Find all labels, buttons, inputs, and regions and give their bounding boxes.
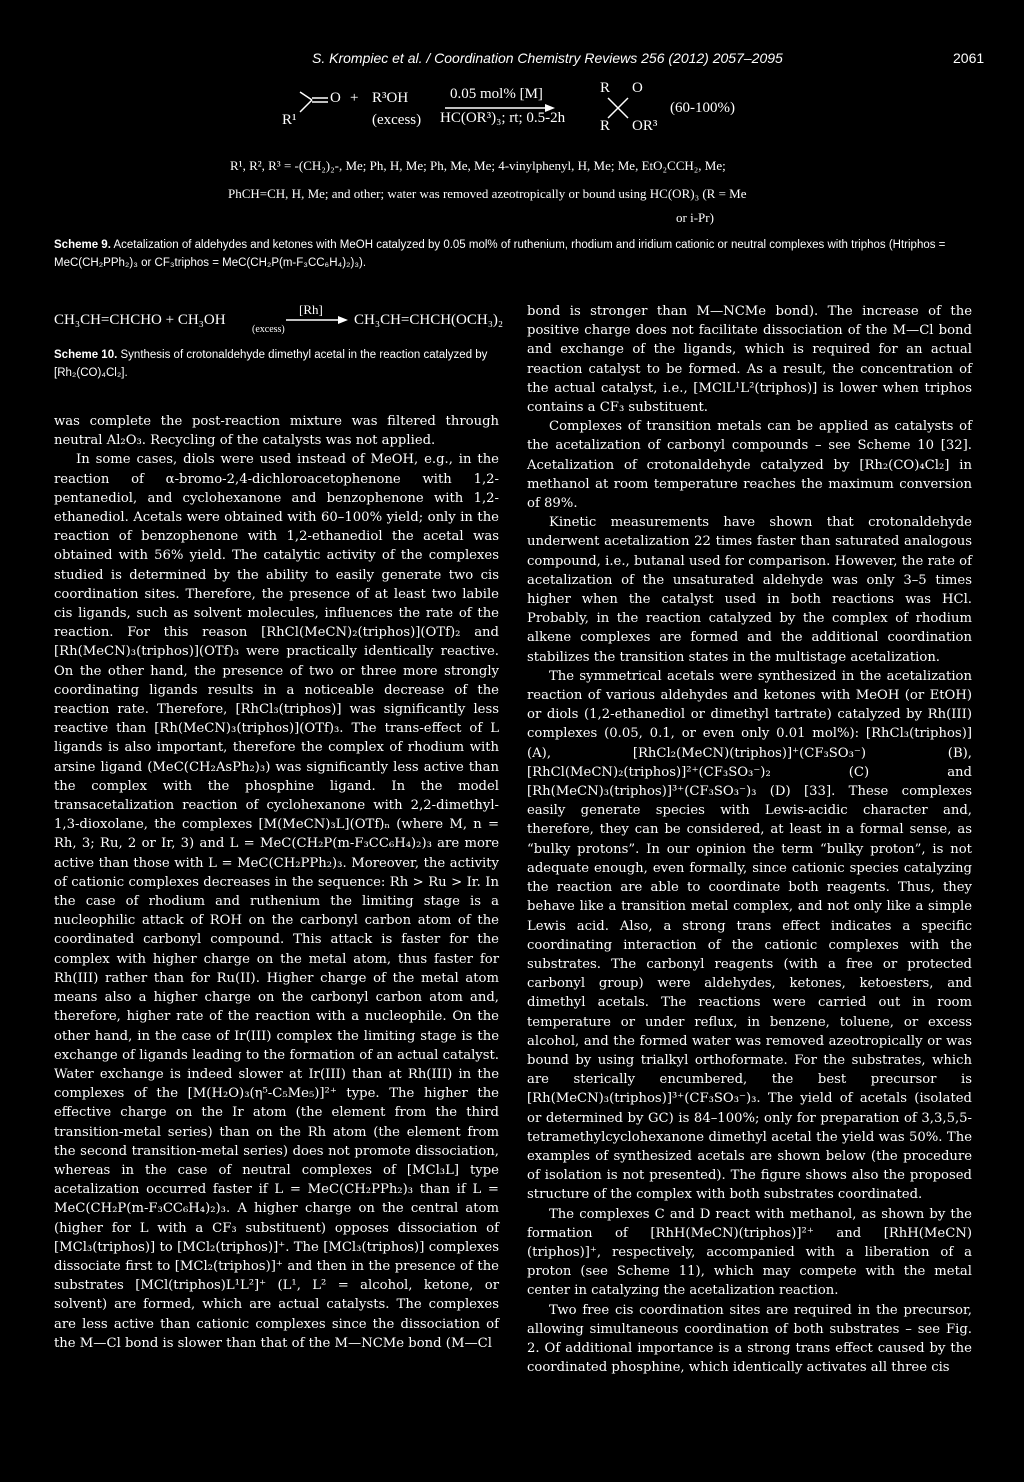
product-oxygen: O	[632, 80, 643, 96]
scheme-9-diagram	[180, 80, 840, 225]
page-number: 2061	[953, 50, 985, 66]
right-paragraph-1: bond is stronger than M—NCMe bond). The increase of the positive charge does not facilitate dissociation of the M—Cl bond and exchange of the ligands, which is required for an actual reaction catalyst to be formed. As a result, the concentration of the actual catalyst, i.e., [MClL¹L²(triphos)] is lower when triphos contains a CF₃ substituent.	[527, 304, 972, 416]
scheme-10-excess: (excess)	[252, 324, 285, 335]
journal-citation: S. Krompiec et al. / Coordination Chemistry Reviews 256 (2012) 2057–2095	[312, 50, 783, 66]
substituents-line-3: or i-Pr)	[676, 210, 714, 225]
alcohol-reagent: R³OH	[372, 90, 409, 106]
right-paragraph-2: Complexes of transition metals can be applied as catalysts of the acetalization of carbonyl compounds – see Scheme 10 [32]. Acetalization of crotonaldehyde catalyzed by [Rh₂(CO)₄Cl₂] in methanol at room temperature reaches the maximum conversion of 89%.	[527, 419, 972, 512]
scheme-10-arrow	[286, 302, 356, 342]
left-paragraph-1: was complete the post-reaction mixture was filtered through neutral Al₂O₃. Recycling of the catalysts was not applied.	[54, 414, 499, 449]
substituents-line-2: PhCH=CH, H, Me; and other; water was removed azeotropically or bound using HC(OR)₃ (R = Me	[228, 186, 747, 201]
page-header	[0, 46, 1024, 70]
right-paragraph-6: Two free cis coordination sites are required in the precursor, allowing simultaneous coordination of both substrates – see Fig. 2. Of additional importance is a strong trans effect caused by the coordinated phosphine, which identically activates all three cis	[527, 1302, 972, 1376]
scheme-10-product: CH₃CH=CHCH(OCH₃)₂	[354, 312, 504, 328]
product-r-top: R	[600, 80, 611, 96]
scheme-10-label: Scheme 10.	[54, 349, 118, 361]
right-paragraph-3: Kinetic measurements have shown that crotonaldehyde underwent acetalization 22 times faster than saturated analogous compound, i.e., butanal used for comparison. However, the rate of acetalization of the unsaturated aldehyde was only 3–5 times higher when the catalyst used in both reactions was HCl. Probably, in the reaction catalyzed by the complex of rhodium alkene complexes are formed and the additional coordination stabilizes the transition states in the multistage acetalization.	[527, 515, 972, 665]
plus-sign: +	[350, 90, 359, 106]
scheme-9-caption	[54, 236, 974, 272]
scheme-9-caption-text: Acetalization of aldehydes and ketones with MeOH catalyzed by 0.05 mol% of ruthenium, rhodium and iridium cationic or neutral complexes with triphos (Htriphos = MeC(CH₂PPh₂)₃ or CF₃triphos = MeC(CH₂P(m-F₃CC₆H₄)₂)₃).	[54, 239, 946, 269]
left-text-column	[54, 412, 499, 1353]
product-r-bottom: R	[600, 118, 611, 134]
carbonyl-oxygen: O	[330, 90, 341, 106]
right-paragraph-4: The symmetrical acetals were synthesized in the acetalization reaction of various aldehydes and ketones with MeOH (or EtOH) or diols (1,2-ethanediol or dimethyl tartrate) catalyzed by Rh(III) complexes (0.05, 0.1, or even only 0.01 mol%): [RhCl₃(triphos)] (A), [RhCl₂(MeCN)(triphos)]⁺(CF₃SO₃⁻) (B), [RhCl(MeCN)₂(triphos)]²⁺(CF₃SO₃⁻)₂ (C) and [Rh(MeCN)₃(triphos)]³⁺(CF₃SO₃⁻)₃ (D) [33]. These complexes easily generate species with Lewis-acidic character and, therefore, they can be considered, at least in a formal sense, as “bulky protons”. In our opinion the term “bulky proton”, is not adequate enough, even formally, since cationic species catalyzing the reaction are able to coordinate both reagents. Thus, they behave like a transition metal complex, and not only like a simple Lewis acid. Also, a strong trans effect indicates a specific coordinating interaction of the cationic complexes with the substrates. The carbonyl reagents (with a free or protected carbonyl group) were aldehydes, ketones, ketoesters, and dimethyl acetals. The reactions were carried out in room temperature or under reflux, in benzene, toluene, or excess alcohol, and the formed water was removed azeotropically or was bound by using trialkyl orthoformate. For the substrates, which are sterically encumbered, the best precursor is [Rh(MeCN)₃(triphos)]³⁺(CF₃SO₃⁻)₃. The yield of acetals (isolated or determined by GC) is 84–100%; only for preparation of 3,3,5,5-tetramethylcyclohexanone dimethyl acetal the yield was 50%. The examples of synthesized acetals are shown below (the procedure of isolation is not presented). The figure shows also the proposed structure of the complex with both substrates coordinated.	[527, 668, 972, 1203]
product-or3: OR³	[632, 118, 658, 134]
scheme-10-reactants: CH₃CH=CHCHO + CH₃OH	[54, 312, 226, 328]
scheme-10-catalyst: [Rh]	[299, 302, 323, 317]
excess-label: (excess)	[372, 112, 422, 128]
scheme-10-caption	[54, 346, 504, 382]
scheme-10-diagram	[54, 302, 504, 342]
r1-label: R¹	[282, 112, 297, 128]
conditions-top: 0.05 mol% [M]	[450, 86, 543, 102]
scheme-9-label: Scheme 9.	[54, 239, 111, 251]
substituents-line-1: R¹, R², R³ = -(CH₂)₂-, Me; Ph, H, Me; Ph, Me, Me; 4-vinylphenyl, H, Me; Me, EtO₂CCH₂, Me;	[230, 158, 726, 173]
conditions-bottom: HC(OR³)₃; rt; 0.5-2h	[440, 110, 566, 126]
scheme-10-caption-text: Synthesis of crotonaldehyde dimethyl acetal in the reaction catalyzed by [Rh₂(CO)₄Cl₂].	[54, 349, 488, 379]
left-paragraph-2: In some cases, diols were used instead of MeOH, e.g., in the reaction of α-bromo-2,4-dichloroacetophenone with 1,2-pentanediol, and cyclohexanone and benzophenone with 1,2-ethanediol. Acetals were obtained with 60–100% yield; only in the reaction of benzophenone with 1,2-ethanediol the acetal was obtained with 56% yield. The catalytic activity of the complexes studied is determined by the ability to easily generate two cis coordination sites. Therefore, the presence of at least two labile cis ligands, such as solvent molecules, influences the rate of the reaction. For this reason [RhCl(MeCN)₂(triphos)](OTf)₂ and [Rh(MeCN)₃(triphos)](OTf)₃ were practically identically reactive. On the other hand, the presence of two or three more strongly coordinating ligands results in a noticeable decrease of the reaction rate. Therefore, [RhCl₃(triphos)] was significantly less reactive than [Rh(MeCN)₃(triphos)](OTf)₃. The trans-effect of L ligands is also important, therefore the complex of rhodium with arsine ligand (MeC(CH₂AsPh₂)₃) was significantly less active than the complex with the phosphine ligand. In the model transacetalization reaction of cyclohexanone with 2,2-dimethyl-1,3-dioxolane, the complexes [M(MeCN)₃L](OTf)ₙ (where M, n = Rh, 3; Ru, 2 or Ir, 3) and L = MeC(CH₂P(m-F₃CC₆H₄)₂)₃ are more active than those with L = MeC(CH₂PPh₂)₃. Moreover, the activity of cationic complexes decreases in the sequence: Rh > Ru > Ir. In the case of rhodium and ruthenium the limiting stage is a nucleophilic attack of ROH on the carbonyl carbon atom of the coordinated carbonyl compound. This attack is faster for the complex with higher charge on the metal atom, thus faster for Rh(III) rather than for Ru(II). Higher charge of the metal atom means also a higher charge on the carbonyl carbon atom and, therefore, higher rate of the reaction with a nucleophile. On the other hand, in the case of Ir(III) complex the limiting stage is the exchange of ligands leading to the formation of an actual catalyst. Water exchange is indeed slower at Ir(III) than at Rh(III) in the complexes of the [M(H₂O)₃(η⁵-C₅Me₅)]²⁺ type. The higher the effective charge on the Ir atom (the element from the third transition-metal series) than on the Rh atom (the element from the second transition-metal series) does not promote dissociation, whereas in the case of neutral complexes of [MCl₃L] type acetalization occurred faster if L = MeC(CH₂PPh₂)₃ than if L = MeC(CH₂P(m-F₃CC₆H₄)₂)₃. A higher charge on the central atom (higher for L with a CF₃ substituent) opposes dissociation of [MCl₃(triphos)] to [MCl₂(triphos)]⁺. The [MCl₃(triphos)] complexes dissociate first to [MCl₂(triphos)]⁺ and then in the presence of the substrates [MCl(triphos)L¹L²]⁺ (L¹, L² = alcohol, ketone, or solvent) are formed, which are actual catalysts. The complexes are less active than cationic complexes since the dissociation of the M—Cl bond is slower than that of the M—NCMe bond (M—Cl	[54, 452, 499, 1351]
right-text-column	[527, 302, 972, 1377]
yield-label: (60-100%)	[670, 100, 735, 116]
right-paragraph-5: The complexes C and D react with methanol, as shown by the formation of [RhH(MeCN)(triphos)]²⁺ and [RhH(MeCN)(triphos)]⁺, respectively, accompanied with a liberation of a proton (see Scheme 11), which may compete with the metal center in catalyzing the acetalization reaction.	[527, 1206, 972, 1299]
